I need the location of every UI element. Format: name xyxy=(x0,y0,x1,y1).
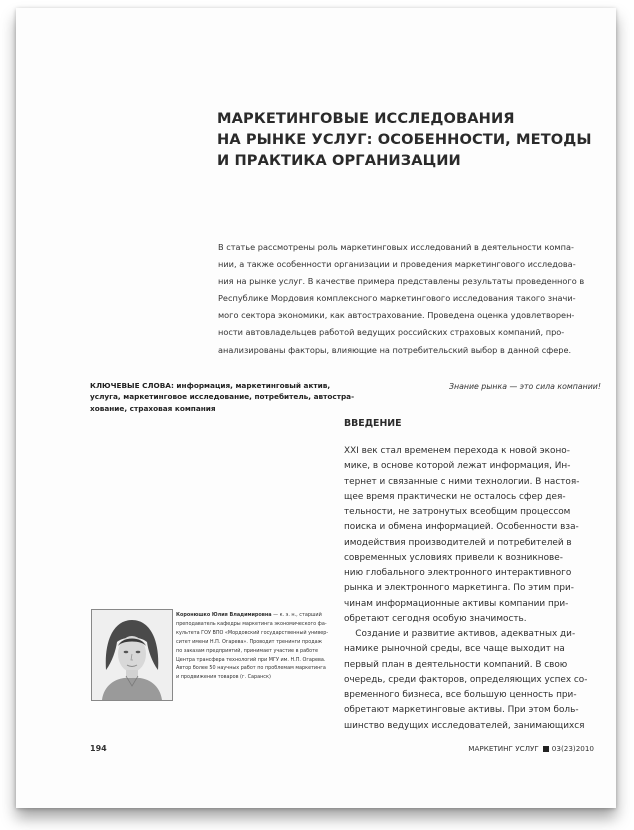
title-line: И ПРАКТИКА ОРГАНИЗАЦИИ xyxy=(217,152,461,169)
abstract-line: мого сектора экономики, как автострахование. Проведена оценка удовлетворен- xyxy=(218,310,575,321)
title-line: НА РЫНКЕ УСЛУГ: ОСОБЕННОСТИ, МЕТОДЫ xyxy=(217,131,592,148)
body-line: намике рыночной среды, все чаще выходит на xyxy=(344,644,565,655)
body-line: мике, в основе которой лежат информация, Ин- xyxy=(344,461,571,472)
author-bio-line: культета ГОУ ВПО «Мордовский государственный универ- xyxy=(176,629,329,636)
body-line: чинам информационные активы компании при- xyxy=(344,598,569,609)
keywords-line: услуга, маркетинговое исследование, потребитель, автостра- xyxy=(90,392,355,402)
body-line: шинство ведущих исследователей, занимающихся xyxy=(344,720,585,731)
author-portrait-image xyxy=(92,610,172,700)
body-line: XXI век стал временем перехода к новой эконо- xyxy=(344,446,570,456)
issue-number: 03(23)2010 xyxy=(551,744,594,753)
body-line: имодействия производителей и потребителей в xyxy=(344,537,572,548)
abstract-line: В статье рассмотрены роль маркетинговых исследований в деятельности компа- xyxy=(218,242,574,252)
author-bio-line: ситет имени Н.П. Огарева». Проводит тренинги продаж xyxy=(176,638,322,645)
journal-page xyxy=(16,8,616,808)
body-line: обретают маркетинговые активы. При этом боль- xyxy=(344,705,579,716)
author-name: Коронюшко Юлия Владимировна xyxy=(176,612,272,618)
article-title xyxy=(217,108,597,171)
abstract-line: анализированы факторы, влияющие на потребительский выбор в данной сфере. xyxy=(218,344,572,355)
author-bio-line: по заказам предприятий, принимает участие в работе xyxy=(176,647,318,654)
epigraph: Знание рынка — это сила компании! xyxy=(448,382,601,391)
author-bio-line: Центра трансфера технологий при МГУ им. Н.П. Огарева. xyxy=(176,656,326,663)
abstract-line: ности автовладельцев работой ведущих российских страховых компаний, про- xyxy=(218,327,565,338)
author-bio-line: Автор более 50 научных работ по проблемам маркетинга xyxy=(176,665,326,672)
body-line: щее время практически не осталось сфер дея- xyxy=(344,491,566,502)
body-line: поиска и обмена информацией. Особенности вза- xyxy=(344,522,579,533)
body-line: рынка и электронного маркетинга. По этим при- xyxy=(344,583,574,594)
journal-name: МАРКЕТИНГ УСЛУГ xyxy=(468,744,539,753)
body-line: тернет и связанные с ними технологии. В настоя- xyxy=(344,476,580,487)
page-number: 194 xyxy=(90,744,107,753)
author-bio-line: и продвижения товаров (г. Саранск) xyxy=(176,674,271,681)
running-footer xyxy=(446,744,594,753)
body-line: обретают сегодня особую значимость. xyxy=(344,613,527,624)
abstract-line: Республике Мордовия комплексного маркетингового исследования такого значи- xyxy=(218,293,576,304)
author-bio-line: — к. э. н., старший xyxy=(271,612,322,618)
body-line: нию глобального электронного интерактивного xyxy=(344,568,572,578)
body-line: тельности, не затронутых всеобщим процессом xyxy=(344,507,571,517)
abstract-line: ния на рынке услуг. В качестве примера представлены результаты проведенного в xyxy=(218,276,585,287)
author-bio-line: преподаватель кафедры маркетинга экономического фа- xyxy=(176,620,327,627)
author-info xyxy=(176,611,348,682)
body-line: временного бизнеса, все большую ценность при- xyxy=(344,690,577,700)
body-text-column xyxy=(344,444,594,734)
body-line: очередь, среди факторов, определяющих успех со- xyxy=(344,674,588,685)
abstract xyxy=(218,239,586,359)
title-line: МАРКЕТИНГОВЫЕ ИССЛЕДОВАНИЯ xyxy=(217,110,515,127)
square-bullet-icon xyxy=(543,746,549,752)
keywords-line: хование, страховая компания xyxy=(90,403,216,413)
keywords-line: информация, маркетинговый актив, xyxy=(176,381,331,390)
body-line: первый план в деятельности компаний. В свою xyxy=(344,659,568,670)
section-heading-introduction: ВВЕДЕНИЕ xyxy=(344,418,402,429)
author-photo xyxy=(91,609,173,701)
body-line: современных условиях привели к возникнове- xyxy=(344,552,563,563)
keywords-block xyxy=(90,380,355,414)
abstract-line: нии, а также особенности организации и проведения маркетингового исследова- xyxy=(218,259,576,270)
keywords-label: КЛЮЧЕВЫЕ СЛОВА: xyxy=(90,381,174,390)
body-line: Создание и развитие активов, адекватных ди- xyxy=(344,629,576,639)
